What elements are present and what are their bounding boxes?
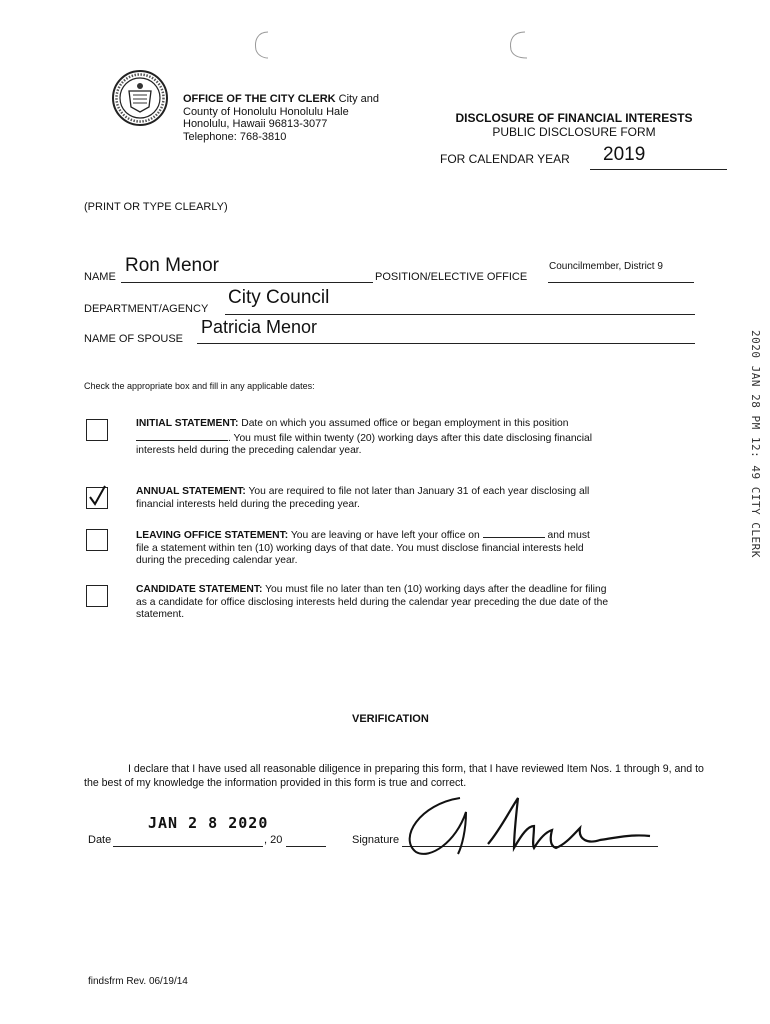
annual-statement-title: ANNUAL STATEMENT: <box>136 486 246 497</box>
checkmark-icon <box>86 483 110 509</box>
print-note: (PRINT OR TYPE CLEARLY) <box>84 201 228 213</box>
initial-statement-title: INITIAL STATEMENT: <box>136 418 239 429</box>
position-line <box>548 282 694 283</box>
signature-mark[interactable] <box>400 790 690 860</box>
spouse-value[interactable]: Patricia Menor <box>201 317 318 337</box>
check-instruction: Check the appropriate box and fill in any applicable dates: <box>84 381 315 391</box>
candidate-statement-text <box>136 584 700 622</box>
office-address <box>183 93 379 143</box>
annual-statement-text <box>136 486 698 511</box>
spouse-label: NAME OF SPOUSE <box>84 333 184 345</box>
candidate-statement-title: CANDIDATE STATEMENT: <box>136 584 263 595</box>
candidate-statement-checkbox[interactable] <box>86 585 108 607</box>
city-seal-logo <box>111 69 169 127</box>
form-title <box>440 111 708 139</box>
department-label: DEPARTMENT/AGENCY <box>84 303 209 315</box>
date-value[interactable]: JAN 2 8 2020 <box>148 814 269 832</box>
position-label: POSITION/ELECTIVE OFFICE <box>375 271 528 283</box>
initial-statement-text <box>136 418 698 458</box>
verification-declaration: I declare that I have used all reasonable diligence in preparing this form, that I have reviewed Item Nos. 1 through 9, and to the best of my knowledge the information provided in this form is true and correct. <box>84 763 704 789</box>
office-line1-rest: City and <box>335 93 379 105</box>
leaving-statement-title: LEAVING OFFICE STATEMENT: <box>136 530 289 541</box>
leaving-statement-text <box>136 528 698 568</box>
form-title-sub: PUBLIC DISCLOSURE FORM <box>492 125 656 139</box>
date-label: Date <box>88 834 112 846</box>
leaving-statement-checkbox[interactable] <box>86 529 108 551</box>
calendar-year-line <box>590 169 727 170</box>
leaving-date-blank[interactable] <box>483 528 545 538</box>
leaving-statement-line2: file a statement within ten (10) working days of that date. You must disclose financial interests held <box>136 542 584 554</box>
date-line <box>113 846 263 847</box>
initial-statement-line1: Date on which you assumed office or began employment in this position <box>238 418 569 429</box>
annual-statement-line2: financial interests held during the preceding year. <box>136 498 360 510</box>
initial-statement-line2: . You must file within twenty (20) working days after this date disclosing financial <box>228 432 593 444</box>
form-title-main: DISCLOSURE OF FINANCIAL INTERESTS <box>455 111 693 125</box>
calendar-year-value[interactable]: 2019 <box>603 144 646 165</box>
leaving-statement-line1b: and must <box>547 530 590 541</box>
name-label: NAME <box>84 271 116 283</box>
candidate-statement-line1: You must file no later than ten (10) working days after the deadline for filing <box>262 584 607 595</box>
signature-label: Signature <box>352 834 400 846</box>
name-line <box>121 282 373 283</box>
office-line2: County of Honolulu Honolulu Hale <box>183 105 349 118</box>
calendar-year-label: FOR CALENDAR YEAR <box>440 152 570 166</box>
office-name: OFFICE OF THE CITY CLERK <box>183 93 336 105</box>
initial-date-blank[interactable] <box>136 431 228 441</box>
name-value[interactable]: Ron Menor <box>125 255 219 276</box>
leaving-statement-line3: during the preceding calendar year. <box>136 555 298 566</box>
annual-statement-line1: You are required to file not later than January 31 of each year disclosing all <box>245 486 590 497</box>
spouse-line <box>197 343 695 344</box>
initial-statement-line3: interests held during the preceding calendar year. <box>136 445 362 456</box>
verification-heading: VERIFICATION <box>352 713 429 725</box>
initial-statement-checkbox[interactable] <box>86 419 108 441</box>
punch-hole-right <box>503 28 531 62</box>
office-phone: Telephone: 768-3810 <box>183 130 287 143</box>
candidate-statement-line2: as a candidate for office disclosing interests held during the calendar year preceding the due date of the <box>136 596 609 608</box>
punch-hole-left <box>250 28 274 62</box>
department-line <box>225 314 695 315</box>
department-value[interactable]: City Council <box>228 287 330 308</box>
position-value[interactable]: Councilmember, District 9 <box>549 261 663 272</box>
date-year-prefix: , 20 <box>264 834 283 846</box>
date-year-line <box>286 846 326 847</box>
received-stamp: 2020 JAN 28 PM 12: 49 CITY CLERK <box>749 330 762 558</box>
candidate-statement-line3: statement. <box>136 609 185 620</box>
leaving-statement-line1: You are leaving or have left your office on <box>288 530 480 541</box>
form-revision-footer: findsfrm Rev. 06/19/14 <box>88 976 188 987</box>
office-line3: Honolulu, Hawaii 96813-3077 <box>183 118 328 130</box>
